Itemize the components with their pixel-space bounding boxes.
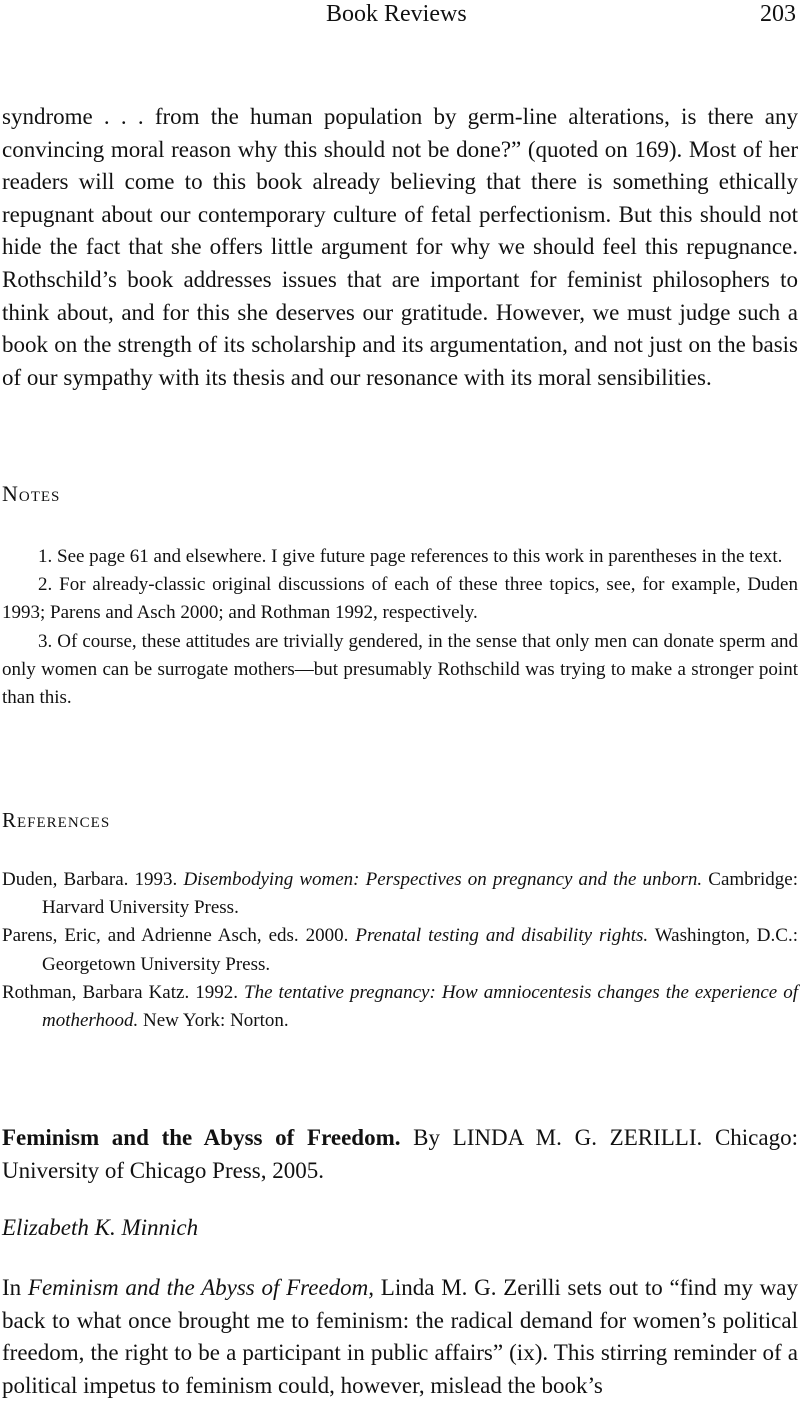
reference-author-year: Rothman, Barbara Katz. 1992. (2, 981, 245, 1003)
review-paragraph-rest: Linda M. G. Zerilli sets out to “find my way back to what once brought me to feminism: the radical demand for women’s political freedom, the right to be a participant in public affairs” (ix). This stirring reminder of a political impetus to feminism could, however, mislead the book’s (2, 1275, 798, 1398)
review-book-citation (2, 1122, 798, 1187)
references-heading: References (2, 808, 111, 832)
notes-heading: Notes (2, 481, 61, 506)
review-opening-paragraph (2, 1272, 798, 1402)
reference-item (2, 866, 798, 922)
review-paragraph-title: Feminism and the Abyss of Freedom, (27, 1275, 375, 1300)
review-book-details: By LINDA M. G. ZERILLI. Chicago: University of Chicago Press, 2005. (2, 1125, 798, 1183)
running-header (0, 0, 800, 36)
review-paragraph-start: In (2, 1275, 28, 1300)
review-book-title: Feminism and the Abyss of Freedom. (2, 1125, 401, 1150)
page-number: 203 (760, 1, 796, 27)
notes-list (2, 543, 798, 712)
reference-title: Disembodying women: Perspectives on pregnancy and the unborn. (183, 869, 703, 890)
reference-item (2, 922, 798, 978)
reference-publisher: Cambridge: Harvard University Press. (42, 869, 798, 919)
running-title: Book Reviews (326, 1, 467, 27)
references-list (2, 866, 798, 1035)
note-item: 3. Of course, these attitudes are trivially gendered, in the sense that only men can donate sperm and only women can be surrogate mothers—but presumably Rothschild was trying to make a stronger point than this. (2, 630, 798, 709)
reference-publisher: Washington, D.C.: Georgetown University Press. (42, 925, 798, 975)
reference-author-year: Duden, Barbara. 1993. (2, 869, 184, 890)
reference-title: Prenatal testing and disability rights. (355, 925, 649, 947)
reviewer-name: Elizabeth K. Minnich (2, 1215, 199, 1240)
reference-title: The tentative pregnancy: How amniocentesis changes the experience of motherhood. (42, 981, 799, 1032)
reference-item (2, 979, 798, 1035)
reference-author-year: Parens, Eric, and Adrienne Asch, eds. 2000. (2, 925, 356, 947)
note-item: 2. For already-classic original discussions of each of these three topics, see, for example, Duden 1993; Parens and Asch 2000; and Rothman 1992, respectively. (2, 574, 798, 624)
reference-publisher: New York: Norton. (138, 1010, 289, 1032)
continued-paragraph: syndrome . . . from the human population by germ-line alterations, is there any convincing moral reason why this should not be done?” (quoted on 169). Most of her readers will come to this book already believing that there is something ethically repugnant about our contemporary culture of fetal perfectionism. But this should not hide the fact that she offers little argument for why we should feel this repugnance. Rothschild’s book addresses issues that are important for feminist philosophers to think about, and for this she deserves our gratitude. However, we must judge such a book on the strength of its scholarship and its argumentation, and not just on the basis of our sympathy with its thesis and our resonance with its moral sensibilities. (2, 104, 798, 390)
note-item: 1. See page 61 and elsewhere. I give future page references to this work in parentheses in the text. (38, 546, 783, 567)
